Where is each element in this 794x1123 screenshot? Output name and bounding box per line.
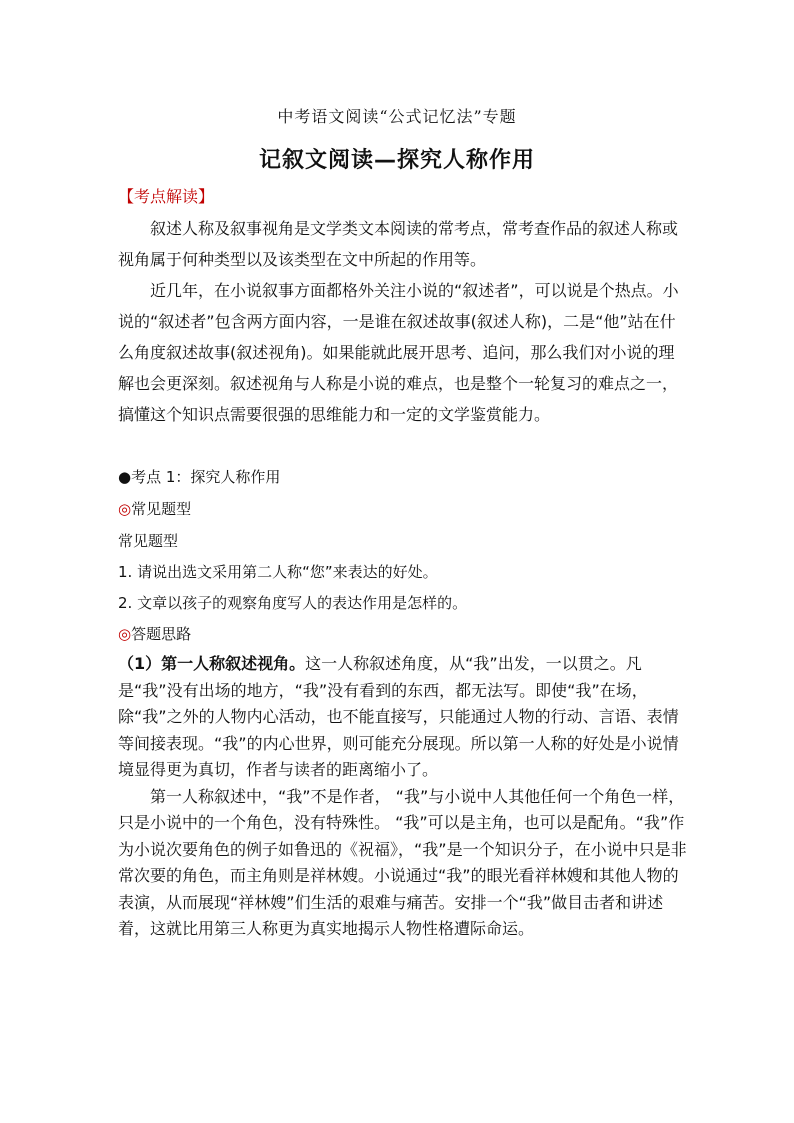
common-subheading: 常见题型: [118, 532, 179, 550]
circle-mark-icon: ◎: [118, 625, 132, 643]
document-title: 记叙文阅读—探究人称作用: [258, 148, 535, 173]
common-heading: 常见题型: [131, 500, 192, 518]
approach-body: [118, 651, 690, 943]
approach-para1-text: 这一人称叙述角度，从“我”出发，一以贯之。凡是“我”没有出场的地方，“我”没有看到的东西，都无法写。即使“我”在场，除“我”之外的人物内心活动，也不能直接写，只能通过人物的行动、言语、表情等间接表现。“我”的内心世界，则可能充分展现。所以第一人称的好处是小说情境显得更为真切，作者与读者的距离缩小了。: [118, 654, 679, 779]
document-subtitle: 中考语文阅读“公式记忆法”专题: [277, 107, 517, 126]
intro-block: [118, 213, 686, 430]
common-heading-line: [118, 498, 191, 519]
approach-heading: 答题思路: [131, 625, 192, 643]
question-item-1: 1. 请说出选文采用第二人称“您”来表达的好处。: [118, 563, 438, 581]
section-heading: 【考点解读】: [118, 187, 215, 206]
question-item-2: 2. 文章以孩子的观察角度写人的表达作用是怎样的。: [118, 594, 468, 612]
approach-paragraph-2: 第一人称叙述中，“我”不是作者， “我”与小说中人其他任何一个角色一样，只是小说中的一个角色，没有特殊性。 “我”可以是主角，也可以是配角。“我”作为小说次要角色的例子如鲁迅的《祝福》，“我”是一个知识分子，在小说中只是非常次要的角色，而主角则是祥林嫂。小说通过“我”的眼光看祥林嫂和其他人物的表演，从而展现“祥林嫂”们生活的艰难与痛苦。安排一个“我”做目击者和讲述着，这就比用第三人称更为真实地揭示人物性格遭际命运。: [118, 786, 687, 938]
intro-paragraph-1: 叙述人称及叙事视角是文学类文本阅读的常考点，常考查作品的叙述人称或视角属于何种类型以及该类型在文中所起的作用等。: [118, 219, 679, 269]
bullet-icon: ●: [118, 468, 132, 486]
approach-paragraph-1: [118, 651, 690, 784]
kaodian-label: 考点 1：探究人称作用: [131, 468, 281, 486]
circle-mark-icon: ◎: [118, 500, 132, 518]
approach-lead: （1）第一人称叙述视角。: [118, 654, 306, 673]
kaodian-line: [118, 466, 280, 487]
approach-heading-line: [118, 623, 191, 644]
intro-paragraph-2: 近几年，在小说叙事方面都格外关注小说的“叙述者”，可以说是个热点。小说的“叙述者”包含两方面内容，一是谁在叙述故事(叙述人称)，二是“他”站在什么角度叙述故事(叙述视角)。如果能就此展开思考、追问，那么我们对小说的理解也会更深刻。叙述视角与人称是小说的难点，也是整个一轮复习的难点之一，搞懂这个知识点需要很强的思维能力和一定的文学鉴赏能力。: [118, 281, 679, 424]
